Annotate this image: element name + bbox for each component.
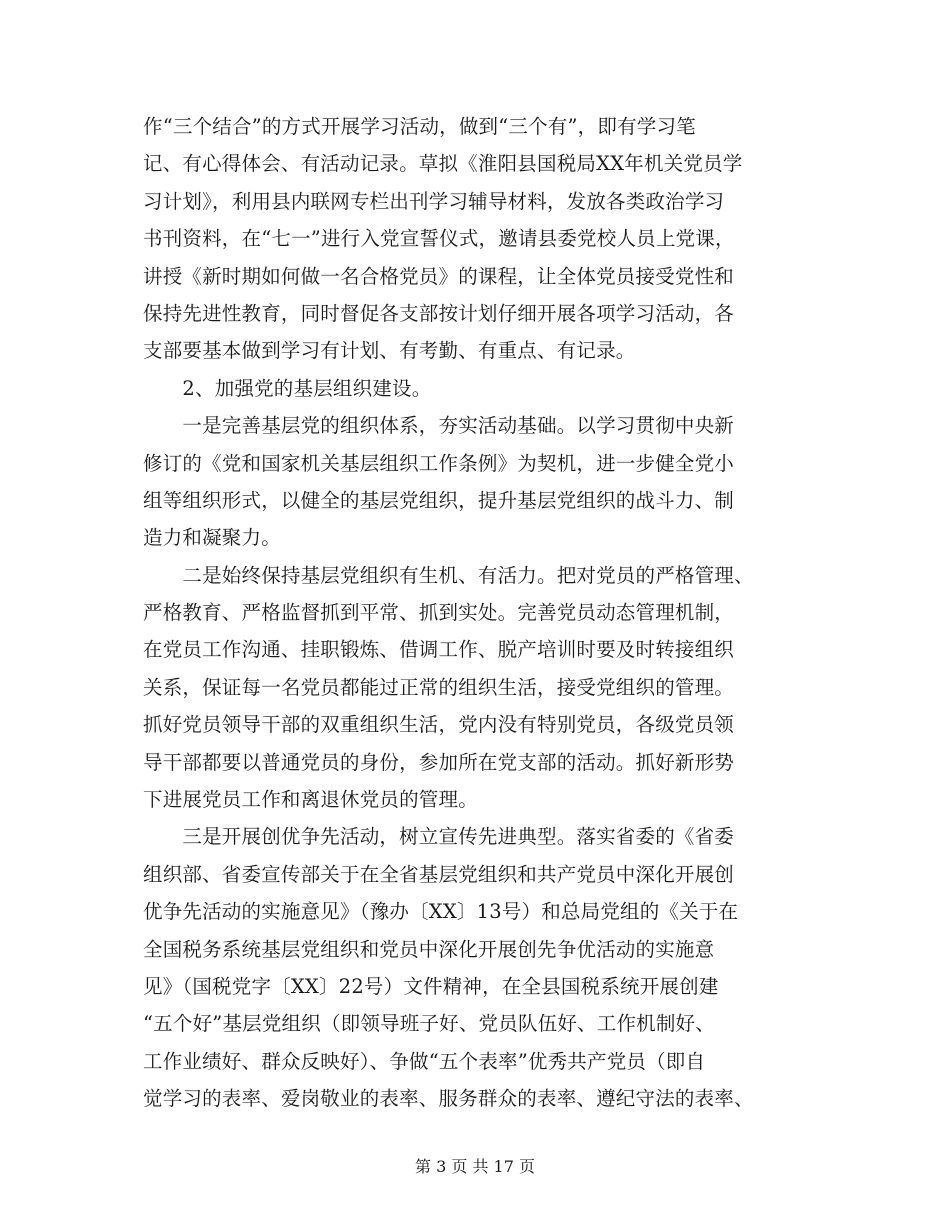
text-line-14: 严格教育、严格监督抓到平常、抓到实处。完善党员动态管理机制， — [143, 601, 735, 625]
text-line-17: 抓好党员领导干部的双重组织生活，党内没有特别党员，各级党员领 — [143, 713, 735, 737]
text-line-19: 下进展党员工作和离退休党员的管理。 — [143, 788, 478, 812]
text-line-13: 二是始终保持基层党组织有生机、有活力。把对党员的严格管理、 — [143, 563, 754, 587]
text-line-4: 书刊资料，在“七一”进行入党宣誓仪式，邀请县委党校人员上党课， — [143, 227, 735, 251]
document-body — [143, 108, 813, 1118]
section-heading-2: 2、加强党的基层组织建设。 — [143, 376, 432, 400]
page-number-footer: 第 3 页 共 17 页 — [415, 1157, 535, 1176]
text-line-5: 讲授《新时期如何做一名合格党员》的课程，让全体党员接受党性和 — [143, 264, 735, 288]
text-line-10: 修订的《党和国家机关基层组织工作条例》为契机，进一步健全党小 — [143, 451, 735, 475]
text-line-3: 习计划》，利用县内联网专栏出刊学习辅导材料，发放各类政治学习 — [143, 189, 725, 213]
text-line-24: 见》（国税党字〔XX〕22号）文件精神，在全县国税系统开展创建 — [143, 974, 719, 998]
text-line-16: 关系，保证每一名党员都能过正常的组织生活，接受党组织的管理。 — [143, 675, 735, 699]
text-line-7: 支部要基本做到学习有计划、有考勤、有重点、有记录。 — [143, 339, 636, 363]
text-line-6: 保持先进性教育，同时督促各支部按计划仔细开展各项学习活动，各 — [143, 301, 735, 325]
text-line-2: 记、有心得体会、有活动记录。草拟《淮阳县国税局XX年机关党员学 — [143, 152, 743, 176]
text-line-15: 在党员工作沟通、挂职锻炼、借调工作、脱产培训时要及时转接组织 — [143, 638, 735, 662]
text-line-1: 作“三个结合”的方式开展学习活动，做到“三个有”，即有学习笔 — [143, 115, 696, 138]
text-line-18: 导干部都要以普通党员的身份，参加所在党支部的活动。抓好新形势 — [143, 750, 735, 774]
text-line-11: 组等组织形式，以健全的基层党组织，提升基层党组织的战斗力、制 — [143, 488, 735, 512]
text-line-9: 一是完善基层党的组织体系，夯实活动基础。以学习贯彻中央新 — [143, 414, 735, 438]
text-line-20: 三是开展创优争先活动，树立宣传先进典型。落实省委的《省委 — [143, 825, 735, 849]
text-line-22: 优争先活动的实施意见》（豫办〔XX〕13号）和总局党组的《关于在 — [143, 900, 739, 924]
text-line-12: 造力和凝聚力。 — [143, 526, 281, 550]
text-line-21: 组织部、省委宣传部关于在全省基层党组织和共产党员中深化开展创 — [143, 862, 735, 886]
text-line-26: 工作业绩好、群众反映好）、争做“五个表率”优秀共产党员（即自 — [143, 1049, 706, 1073]
text-line-27: 觉学习的表率、爱岗敬业的表率、服务群众的表率、遵纪守法的表率、 — [143, 1087, 754, 1111]
text-line-25: “五个好”基层党组织（即领导班子好、党员队伍好、工作机制好、 — [143, 1012, 715, 1036]
text-line-23: 全国税务系统基层党组织和党员中深化开展创先争优活动的实施意 — [143, 937, 715, 961]
